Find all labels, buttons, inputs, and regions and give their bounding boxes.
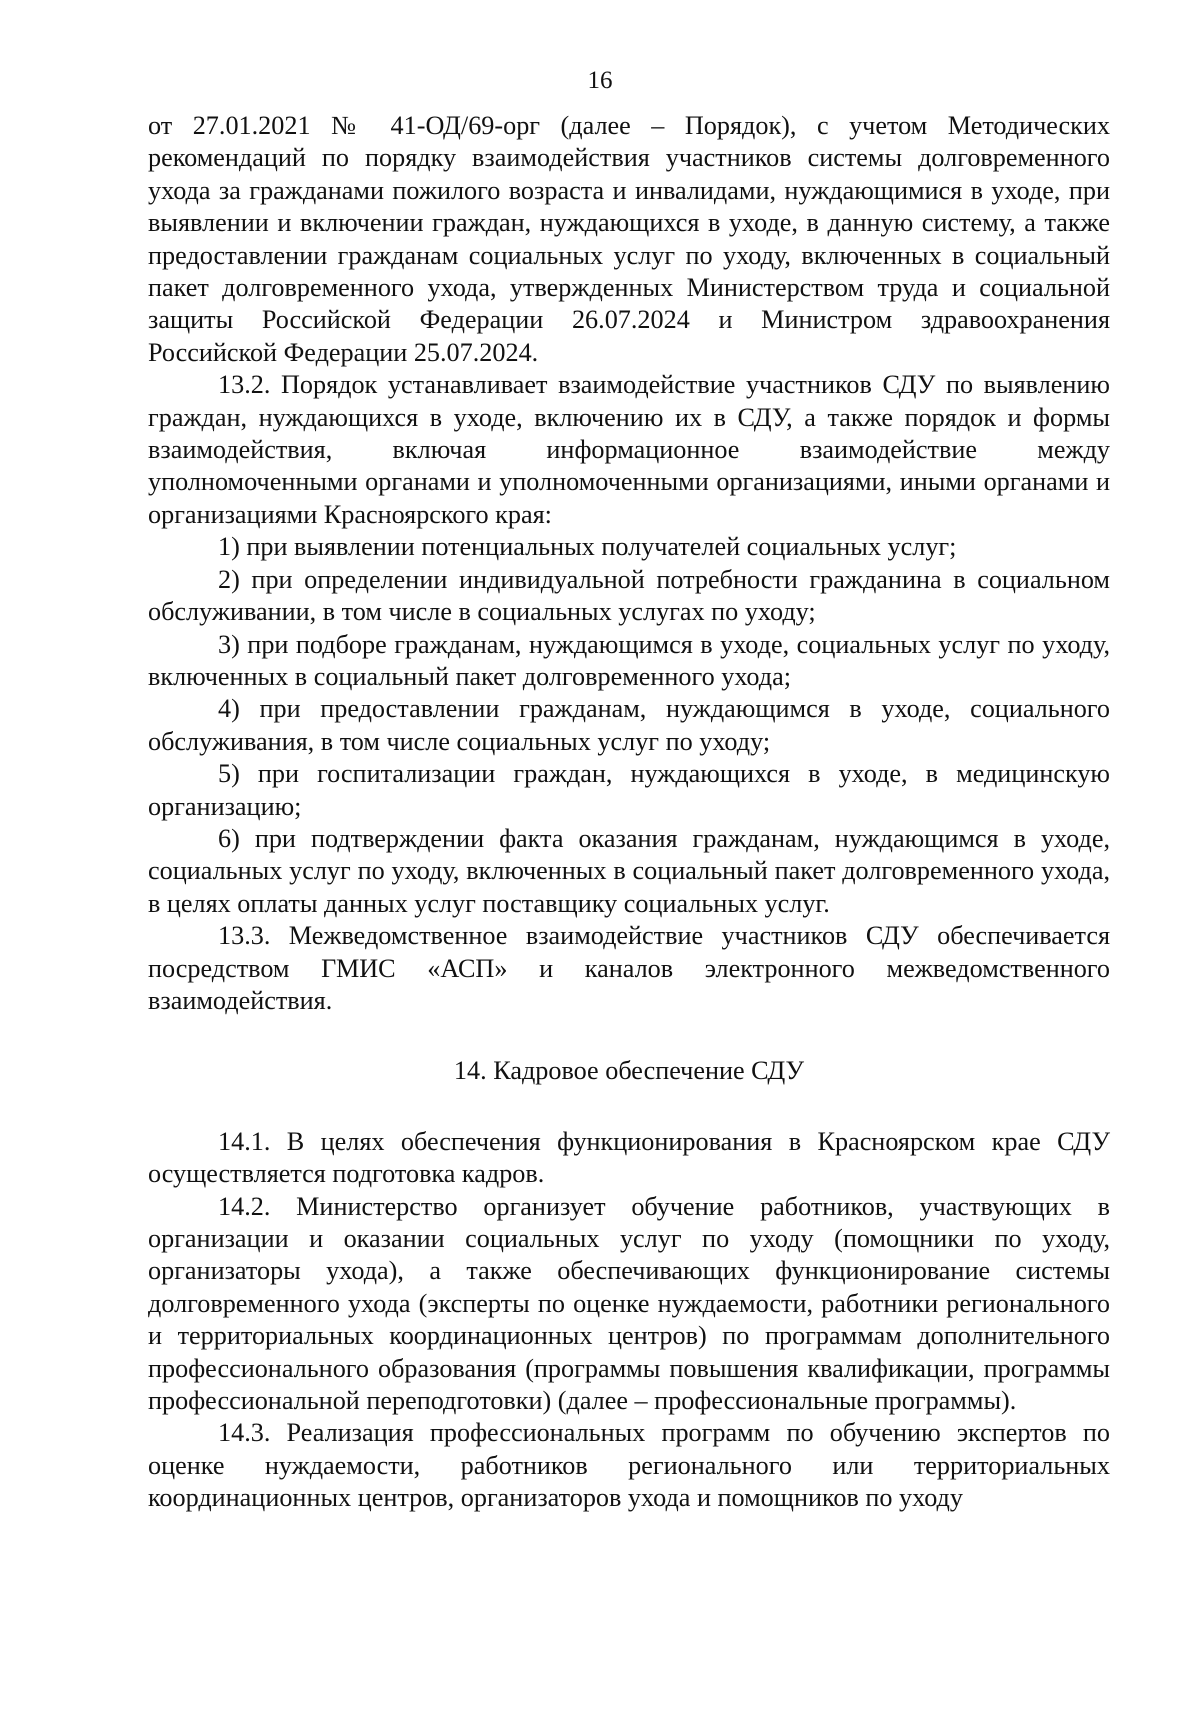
- page-number: 16: [587, 67, 613, 94]
- section-14-heading: 14. Кадровое обеспечение СДУ: [453, 1056, 805, 1086]
- paragraph-13-2: 13.2. Порядок устанавливает взаимодействие участников СДУ по выявлению граждан, нуждающихся в уходе, включению их в СДУ, а также порядок и формы взаимодействия, включая информационное взаимодействие между уполномоченными органами и уполномоченными организациями, иными органами и организациями Красноярского края:: [148, 370, 1110, 529]
- list-item-3: 3) при подборе гражданам, нуждающимся в уходе, социальных услуг по уходу, включенных в социальный пакет долговременного ухода;: [148, 629, 1110, 691]
- paragraph-13-1-continuation: от 27.01.2021 № 41-ОД/69-орг (далее – Порядок), с учетом Методических рекомендаций по порядку взаимодействия участников системы долговременного ухода за гражданами пожилого возраста и инвалидами, нуждающимися в уходе, при выявлении и включении граждан, нуждающихся в уходе, в данную систему, а также предоставлении гражданам социальных услуг по уходу, включенных в социальный пакет долговременного ухода, утвержденных Министерством труда и социальной защиты Российской Федерации 26.07.2024 и Министром здравоохранения Российской Федерации 25.07.2024.: [148, 111, 1110, 367]
- list-item-4: 4) при предоставлении гражданам, нуждающимся в уходе, социального обслуживания, в том числе социальных услуг по уходу;: [148, 694, 1110, 756]
- list-item-1: 1) при выявлении потенциальных получателей социальных услуг;: [218, 532, 957, 562]
- paragraph-14-3: 14.3. Реализация профессиональных программ по обучению экспертов по оценке нуждаемости, работников регионального или территориальных координационных центров, организаторов ухода и помощников по уходу: [148, 1418, 1110, 1513]
- list-item-6: 6) при подтверждении факта оказания гражданам, нуждающимся в уходе, социальных услуг по уходу, включенных в социальный пакет долговременного ухода, в целях оплаты данных услуг поставщику социальных услуг.: [148, 823, 1110, 918]
- paragraph-13-3: 13.3. Межведомственное взаимодействие участников СДУ обеспечивается посредством ГМИС «АСП» и каналов электронного межведомственного взаимодействия.: [148, 921, 1110, 1015]
- paragraph-14-2: 14.2. Министерство организует обучение работников, участвующих в организации и оказании социальных услуг по уходу (помощники по уходу, организаторы ухода), а также обеспечивающих функционирование системы долговременного ухода (эксперты по оценке нуждаемости, работники регионального и территориальных координационных центров) по программам дополнительного профессионального образования (программы повышения квалификации, программы профессиональной переподготовки) (далее – профессиональные программы).: [148, 1191, 1110, 1416]
- paragraph-14-1: 14.1. В целях обеспечения функционирования в Красноярском крае СДУ осуществляется подготовка кадров.: [148, 1126, 1110, 1189]
- list-item-2: 2) при определении индивидуальной потребности гражданина в социальном обслуживании, в том числе в социальных услугах по уходу;: [148, 564, 1110, 627]
- list-item-5: 5) при госпитализации граждан, нуждающихся в уходе, в медицинскую организацию;: [148, 759, 1110, 821]
- document-body: [148, 110, 1110, 1515]
